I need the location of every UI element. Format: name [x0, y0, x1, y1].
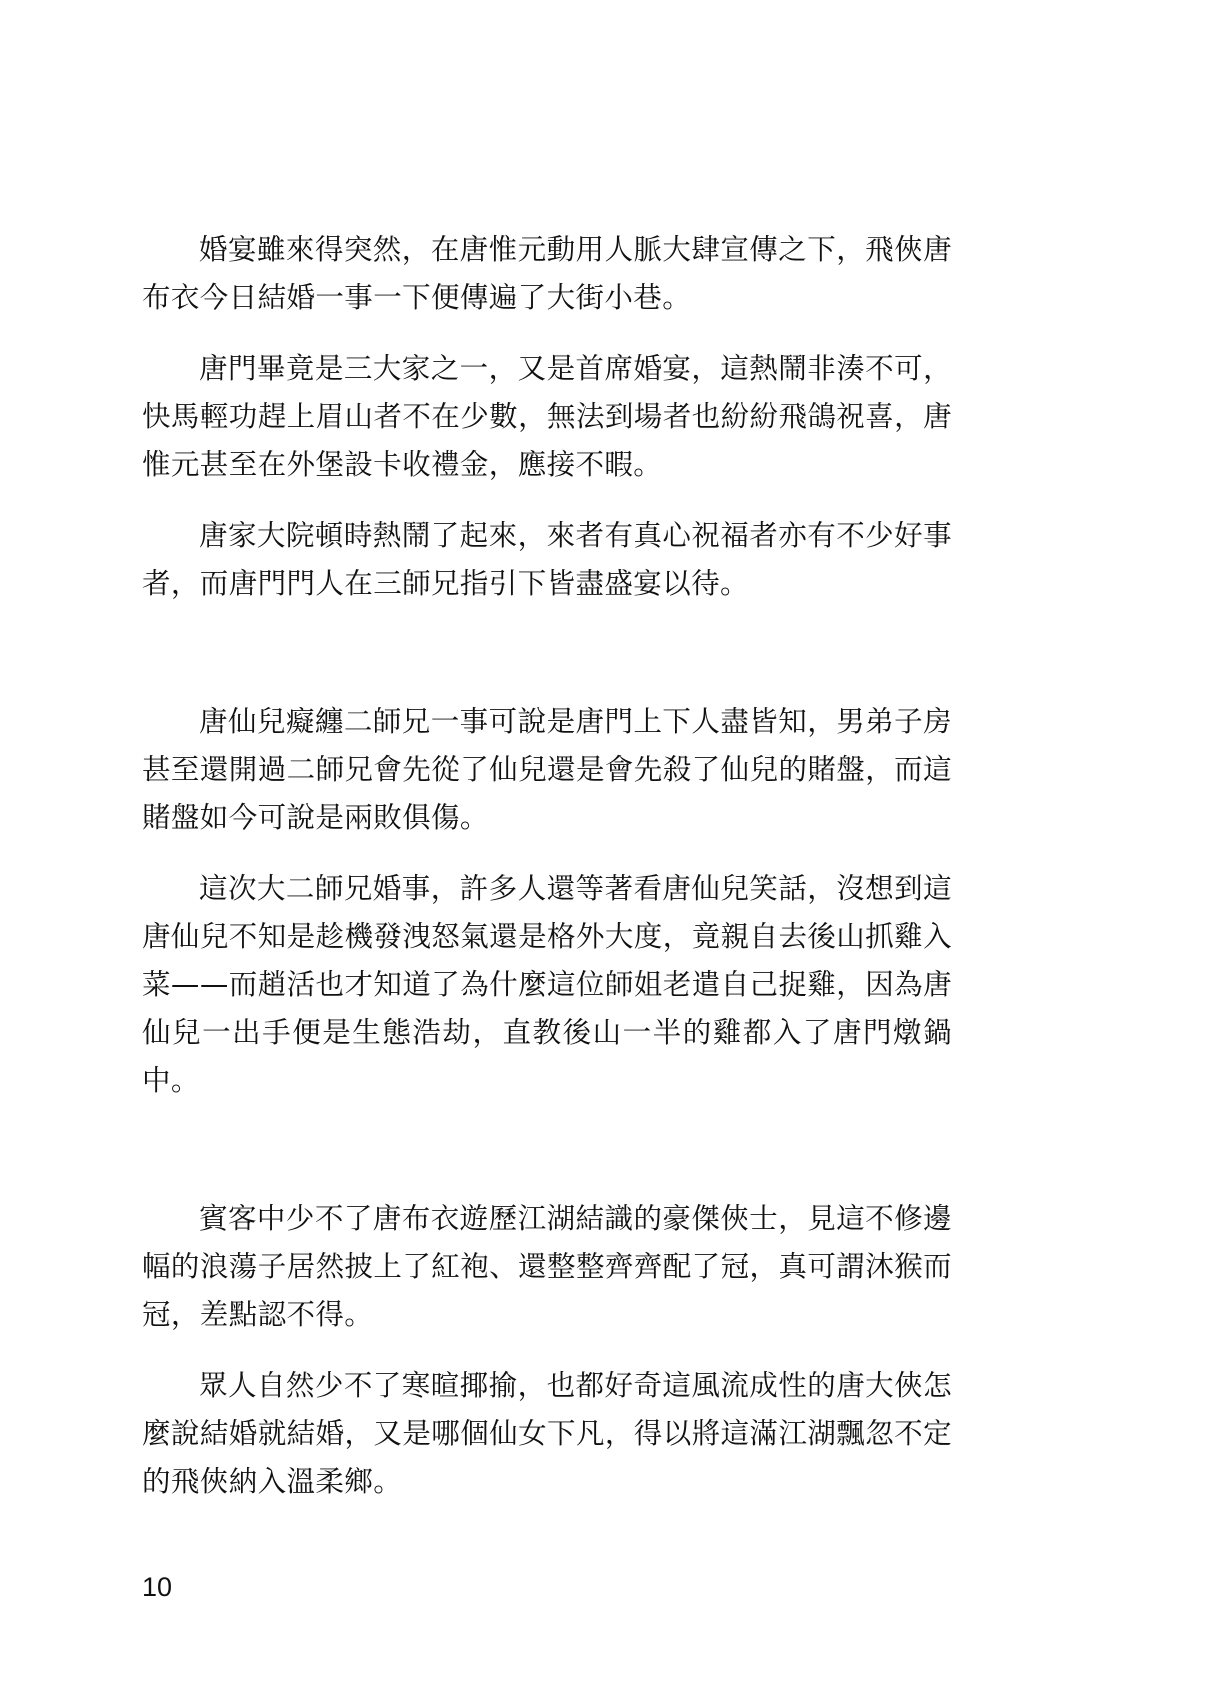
- paragraph: 婚宴雖來得突然，在唐惟元動用人脈大肆宣傳之下，飛俠唐布衣今日結婚一事一下便傳遍了大街小巷。: [142, 233, 952, 314]
- paragraph: 唐門畢竟是三大家之一，又是首席婚宴，這熱鬧非湊不可，快馬輕功趕上眉山者不在少數，無法到場者也紛紛飛鴿祝喜，唐惟元甚至在外堡設卡收禮金，應接不暇。: [142, 352, 952, 481]
- scene-break: [142, 608, 952, 698]
- scene-break: [142, 1105, 952, 1195]
- paragraph-spacer: [142, 322, 952, 345]
- paragraph: 這次大二師兄婚事，許多人還等著看唐仙兒笑話，沒想到這唐仙兒不知是趁機發洩怒氣還是格外大度，竟親自去後山抓雞入菜——而趙活也才知道了為什麼這位師姐老遣自己捉雞，因為唐仙兒一出手便是生態浩劫，直教後山一半的雞都入了唐門燉鍋中。: [142, 872, 952, 1097]
- paragraph-spacer: [142, 1339, 952, 1362]
- page-body: [142, 226, 952, 1506]
- paragraph: 眾人自然少不了寒暄揶揄，也都好奇這風流成性的唐大俠怎麼說結婚就結婚，又是哪個仙女下凡，得以將這滿江湖飄忽不定的飛俠納入溫柔鄉。: [142, 1369, 952, 1498]
- page-number: 10: [142, 1572, 173, 1602]
- paragraph: 賓客中少不了唐布衣遊歷江湖結識的豪傑俠士，見這不修邊幅的浪蕩子居然披上了紅袍、還整整齊齊配了冠，真可謂沐猴而冠，差點認不得。: [142, 1202, 952, 1331]
- paragraph-spacer: [142, 489, 952, 512]
- paragraph-spacer: [142, 842, 952, 865]
- paragraph: 唐家大院頓時熱鬧了起來，來者有真心祝福者亦有不少好事者，而唐門門人在三師兄指引下皆盡盛宴以待。: [142, 519, 952, 600]
- paragraph: 唐仙兒癡纏二師兄一事可說是唐門上下人盡皆知，男弟子房甚至還開過二師兄會先從了仙兒還是會先殺了仙兒的賭盤，而這賭盤如今可說是兩敗俱傷。: [142, 705, 952, 834]
